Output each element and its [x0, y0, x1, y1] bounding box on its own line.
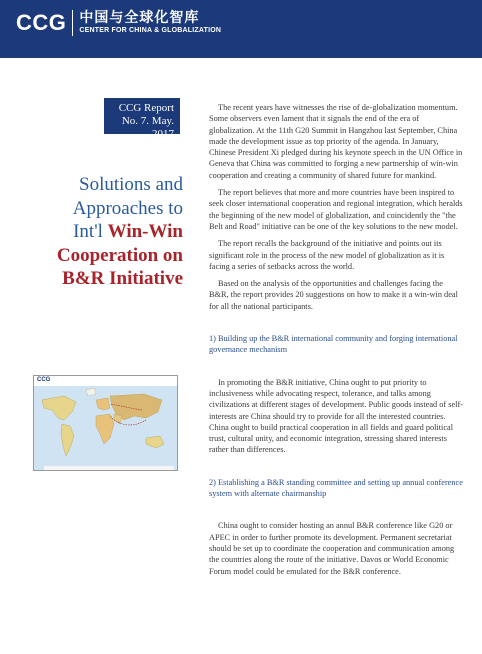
title-line-4: Cooperation on	[56, 244, 183, 266]
report-series: CCG Report	[118, 102, 174, 114]
title-line-3	[38, 220, 183, 244]
body-text-column	[209, 102, 464, 577]
title-line-2: Approaches to	[72, 197, 183, 219]
title-line-5: B&R Initiative	[62, 268, 183, 289]
paragraph-suggestions: Based on the analysis of the opportunities and challenges facing the B&R, the report provides 20 suggestions on how to make it a win-win deal for all the national participants.	[209, 279, 458, 311]
ccg-logo	[16, 10, 221, 36]
report-title	[38, 173, 183, 291]
logo-chinese-name: 中国与全球化智库	[79, 10, 200, 26]
section-heading-1: 1) Building up the B&R international community and forging international governance mechanism	[209, 334, 458, 355]
report-number-date: No. 7. May. 2017	[121, 115, 174, 140]
logo-divider	[72, 10, 73, 36]
title-line-3-accent: Win-Win	[107, 221, 183, 242]
world-map-thumbnail	[33, 375, 178, 471]
thumbnail-logo: CCG	[37, 377, 51, 383]
report-label-box	[104, 98, 180, 140]
logo-text	[79, 10, 221, 36]
paragraph-intro: The recent years have witnesses the rise of de-globalization momentum. Some observers even lament that it signals the end of the era of globalization. At the 11th G20 Summit in Hangzhou last September, China made the development issue as top priority of the agenda. In January, Chinese President Xi pledged during his keynote speech in the UN Office in Geneva that China was committed to forging a new partnership of win-win cooperation and creating a community of shared future for mankind.	[209, 103, 463, 180]
paragraph-section-2: China ought to consider hosting an annul B&R conference like G20 or APEC in order to further promote its development. Permanent secretariat should be set up to coordinate the cooperation and communication among the countries along the route of the initiative. Davos or World Economic Forum model could be emulated for the B&R conference.	[209, 521, 455, 576]
title-line-3-plain: Int'l	[73, 221, 108, 242]
logo-english-name: CENTER FOR CHINA & GLOBALIZATION	[79, 27, 222, 34]
paragraph-report-recall: The report recalls the background of the initiative and points out its significant role in the process of the new model of globalization as it is facing a series of setbacks across the world.	[209, 239, 445, 271]
world-map-image	[34, 386, 178, 471]
thumbnail-header	[34, 376, 177, 386]
header-banner	[0, 0, 482, 58]
section-heading-2: 2) Establishing a B&R standing committee and setting up annual conference system with alternate chairmanship	[209, 477, 463, 499]
paragraph-section-1: In promoting the B&R initiative, China ought to put priority to inclusiveness while advocating respect, tolerance, and talks among civilizations at different stages of development. Public goods instead of self-interests are China should try to provide for all the interested countries. China ought to build practical cooperation in all fields and guard political trust, cultural unity, and economic integration, stressing shared interests rather than differences.	[209, 377, 463, 455]
paragraph-report-belief: The report believes that more and more countries have been inspired to seek closer international cooperation and regional integration, which heralds the beginning of the new model of globalization, and coincidently the "the Belt and Road" initiative can be one of the key solutions to the new model.	[209, 188, 463, 231]
title-line-1: Solutions and	[79, 174, 183, 195]
logo-abbr: CCG	[16, 10, 67, 35]
